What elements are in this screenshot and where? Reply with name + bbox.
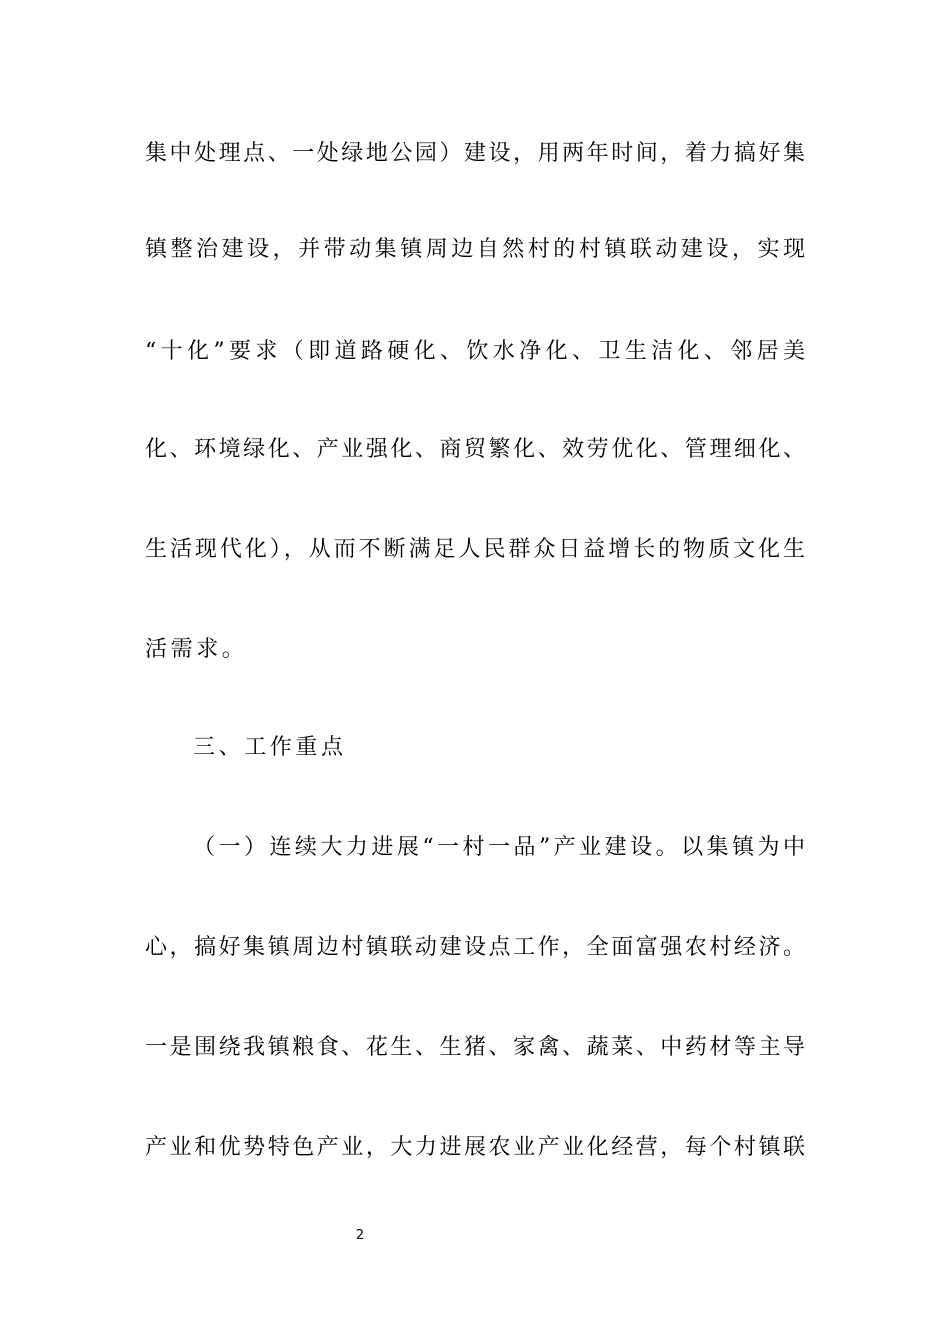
paragraph-line: 一是围绕我镇粮食、花生、生猪、家禽、蔬菜、中药材等主导 <box>145 1035 805 1060</box>
paragraph-line: 活需求。 <box>145 637 248 662</box>
paragraph-line: 产业和优势特色产业，大力进展农业产业化经营，每个村镇联 <box>145 1135 805 1160</box>
paragraph-line: 心，搞好集镇周边村镇联动建设点工作，全面富强农村经济。 <box>145 935 805 960</box>
paragraph-line: “十化”要求（即道路硬化、饮水净化、卫生洁化、邻居美 <box>145 339 805 364</box>
section-heading: 三、工作重点 <box>193 735 347 760</box>
paragraph-line: 化、环境绿化、产业强化、商贸繁化、效劳优化、管理细化、 <box>145 437 805 462</box>
paragraph-line: 生活现代化），从而不断满足人民群众日益增长的物质文化生 <box>145 537 805 562</box>
paragraph-first-line: （一）连续大力进展“一村一品”产业建设。以集镇为中 <box>193 835 805 860</box>
paragraph-line: 集中处理点、一处绿地公园）建设，用两年时间，着力搞好集 <box>145 141 805 166</box>
page-number: 2 <box>355 1228 365 1243</box>
paragraph-line: 镇整治建设，并带动集镇周边自然村的村镇联动建设，实现 <box>145 237 805 262</box>
